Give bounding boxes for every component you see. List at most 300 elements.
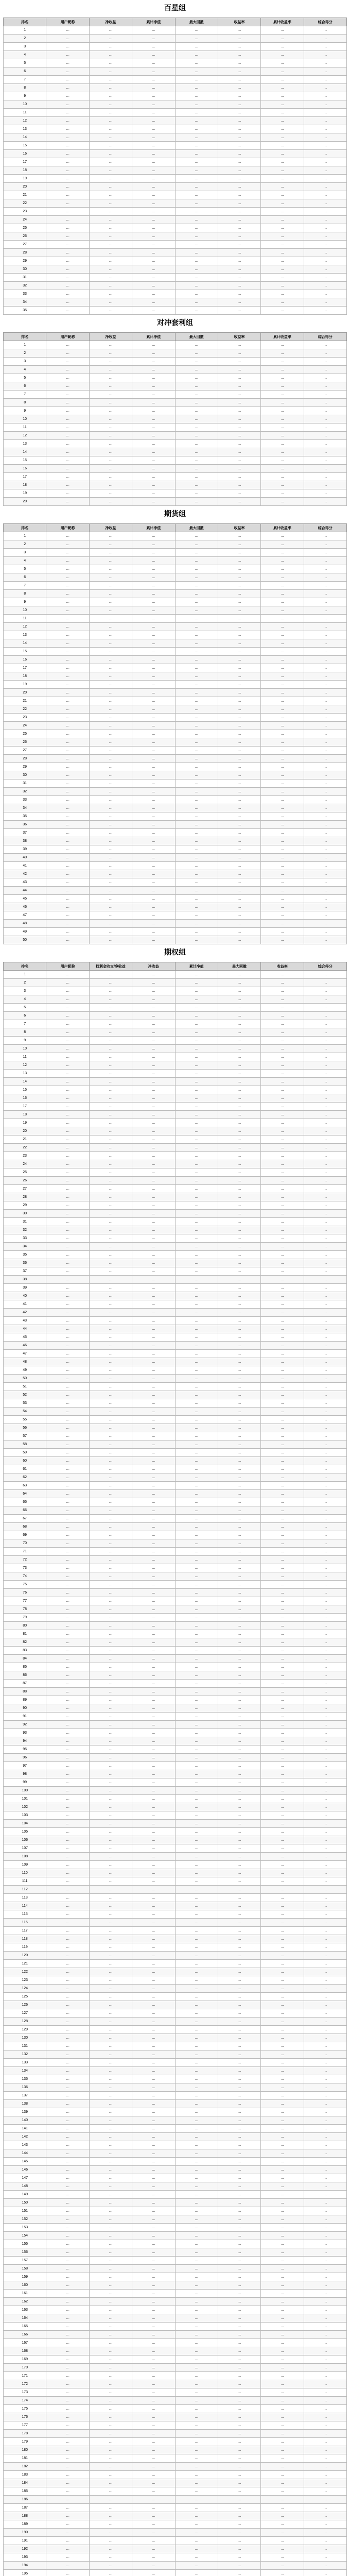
table-cell: … bbox=[218, 1053, 260, 1061]
table-cell: … bbox=[304, 829, 346, 837]
table-cell: … bbox=[261, 382, 304, 391]
table-cell: … bbox=[218, 565, 260, 573]
table-cell: … bbox=[304, 1177, 346, 1185]
table-cell: … bbox=[304, 1927, 346, 1935]
table-cell: … bbox=[89, 2529, 132, 2537]
table-cell: … bbox=[175, 2545, 218, 2553]
table-cell: … bbox=[132, 1919, 175, 1927]
table-cell: … bbox=[261, 2083, 304, 2092]
table-cell: … bbox=[304, 821, 346, 829]
table-cell: … bbox=[89, 1383, 132, 1391]
table-cell: … bbox=[261, 2290, 304, 2298]
table-cell: … bbox=[132, 1952, 175, 1960]
table-cell: … bbox=[132, 557, 175, 565]
table-cell: … bbox=[304, 1935, 346, 1943]
table-cell: … bbox=[304, 648, 346, 656]
table-row bbox=[4, 1226, 347, 1234]
table-cell: … bbox=[261, 755, 304, 763]
table-cell: … bbox=[218, 465, 260, 473]
table-cell: … bbox=[218, 788, 260, 796]
table-row bbox=[4, 1622, 347, 1630]
table-row bbox=[4, 1210, 347, 1218]
table-cell: … bbox=[304, 1309, 346, 1317]
table-cell: … bbox=[218, 697, 260, 705]
table-cell: … bbox=[46, 382, 89, 391]
table-cell: … bbox=[46, 1325, 89, 1333]
table-cell: … bbox=[218, 1828, 260, 1836]
table-cell: … bbox=[46, 1342, 89, 1350]
table-cell: … bbox=[304, 854, 346, 862]
table-cell: … bbox=[261, 1902, 304, 1910]
table-row bbox=[4, 274, 347, 282]
table-cell: … bbox=[218, 2364, 260, 2372]
table-cell: … bbox=[304, 2265, 346, 2273]
table-row bbox=[4, 681, 347, 689]
table-cell: … bbox=[89, 1234, 132, 1243]
table-cell: … bbox=[261, 771, 304, 779]
table-cell: … bbox=[218, 2421, 260, 2430]
table-cell: … bbox=[304, 1548, 346, 1556]
table-cell: … bbox=[132, 440, 175, 448]
table-row bbox=[4, 730, 347, 738]
table-cell: … bbox=[261, 796, 304, 804]
table-cell: … bbox=[175, 1836, 218, 1844]
table-cell: … bbox=[175, 341, 218, 349]
table-cell: … bbox=[175, 298, 218, 307]
table-cell: … bbox=[261, 887, 304, 895]
table-row bbox=[4, 175, 347, 183]
table-cell: … bbox=[261, 1556, 304, 1564]
table-cell: … bbox=[218, 532, 260, 540]
table-cell: … bbox=[89, 771, 132, 779]
table-cell: … bbox=[132, 2347, 175, 2355]
table-cell: … bbox=[261, 1375, 304, 1383]
table-cell: … bbox=[261, 2281, 304, 2290]
table-cell: … bbox=[132, 895, 175, 903]
table-row bbox=[4, 1737, 347, 1745]
table-cell: 133 bbox=[4, 2059, 46, 2067]
table-cell: … bbox=[218, 1803, 260, 1811]
table-cell: … bbox=[132, 2248, 175, 2257]
table-cell: … bbox=[89, 76, 132, 84]
table-row bbox=[4, 1490, 347, 1498]
table-cell: … bbox=[175, 35, 218, 43]
table-cell: 8 bbox=[4, 590, 46, 598]
table-cell: … bbox=[132, 862, 175, 870]
table-cell: … bbox=[261, 2001, 304, 2009]
table-cell: … bbox=[218, 1317, 260, 1325]
table-row bbox=[4, 1869, 347, 1877]
table-row bbox=[4, 1366, 347, 1375]
table-cell: … bbox=[218, 1680, 260, 1688]
table-cell: 162 bbox=[4, 2298, 46, 2306]
table-cell: … bbox=[175, 606, 218, 615]
table-row bbox=[4, 391, 347, 399]
table-row bbox=[4, 415, 347, 423]
table-cell: … bbox=[46, 249, 89, 257]
table-cell: … bbox=[304, 1952, 346, 1960]
table-cell: … bbox=[46, 2380, 89, 2388]
table-cell: … bbox=[46, 1078, 89, 1086]
table-cell: … bbox=[261, 1968, 304, 1976]
table-cell: … bbox=[218, 1152, 260, 1160]
table-cell: … bbox=[304, 1482, 346, 1490]
table-cell: … bbox=[304, 2108, 346, 2116]
table-cell: … bbox=[89, 366, 132, 374]
table-cell: … bbox=[46, 2191, 89, 2199]
table-cell: … bbox=[132, 84, 175, 92]
table-row bbox=[4, 465, 347, 473]
table-cell: … bbox=[132, 821, 175, 829]
table-cell: … bbox=[304, 1144, 346, 1152]
table-cell: … bbox=[218, 2413, 260, 2421]
table-cell: … bbox=[46, 2314, 89, 2323]
table-cell: 4 bbox=[4, 557, 46, 565]
table-cell: … bbox=[175, 2026, 218, 2034]
table-cell: … bbox=[132, 1358, 175, 1366]
table-cell: … bbox=[218, 1506, 260, 1515]
table-cell: … bbox=[46, 1440, 89, 1449]
table-row bbox=[4, 2372, 347, 2380]
table-cell: … bbox=[175, 92, 218, 100]
table-cell: … bbox=[175, 2529, 218, 2537]
table-cell: … bbox=[175, 903, 218, 911]
table-cell: … bbox=[46, 1127, 89, 1136]
table-cell: … bbox=[175, 2364, 218, 2372]
table-cell: … bbox=[304, 540, 346, 549]
table-row bbox=[4, 1803, 347, 1811]
table-cell: … bbox=[132, 2009, 175, 2018]
section-title: 百星组 bbox=[164, 5, 186, 12]
table-cell: … bbox=[46, 1976, 89, 1985]
table-cell: … bbox=[132, 1778, 175, 1787]
table-cell: 53 bbox=[4, 1399, 46, 1408]
table-row bbox=[4, 1506, 347, 1515]
table-cell: … bbox=[261, 199, 304, 208]
table-cell: … bbox=[261, 2026, 304, 2034]
table-cell: … bbox=[132, 1276, 175, 1284]
table-cell: … bbox=[304, 498, 346, 506]
table-cell: … bbox=[132, 1309, 175, 1317]
table-cell: … bbox=[89, 1144, 132, 1152]
table-cell: … bbox=[89, 1844, 132, 1853]
table-cell: 78 bbox=[4, 1605, 46, 1614]
table-cell: … bbox=[89, 606, 132, 615]
table-cell: … bbox=[132, 1342, 175, 1350]
table-cell: … bbox=[89, 1259, 132, 1267]
table-cell: … bbox=[132, 2083, 175, 2092]
table-cell: … bbox=[218, 2520, 260, 2529]
table-row bbox=[4, 341, 347, 349]
table-cell: … bbox=[132, 1119, 175, 1127]
table-cell: … bbox=[304, 2092, 346, 2100]
table-row bbox=[4, 911, 347, 920]
table-row bbox=[4, 971, 347, 979]
table-cell: 127 bbox=[4, 2009, 46, 2018]
table-cell: … bbox=[175, 1276, 218, 1284]
table-cell: … bbox=[132, 2075, 175, 2083]
table-row bbox=[4, 158, 347, 166]
table-cell: 119 bbox=[4, 1943, 46, 1952]
table-row bbox=[4, 837, 347, 845]
table-row bbox=[4, 705, 347, 714]
table-cell: … bbox=[46, 689, 89, 697]
table-cell: … bbox=[89, 1564, 132, 1572]
table-cell: … bbox=[89, 1045, 132, 1053]
table-cell: … bbox=[261, 1053, 304, 1061]
table-cell: … bbox=[261, 274, 304, 282]
table-cell: 126 bbox=[4, 2001, 46, 2009]
table-cell: … bbox=[132, 2125, 175, 2133]
table-cell: … bbox=[89, 1737, 132, 1745]
table-cell: … bbox=[261, 349, 304, 358]
table-cell: … bbox=[218, 2471, 260, 2479]
table-cell: … bbox=[89, 374, 132, 382]
table-cell: … bbox=[46, 1853, 89, 1861]
table-cell: … bbox=[175, 2199, 218, 2207]
table-cell: 165 bbox=[4, 2323, 46, 2331]
table-cell: … bbox=[89, 1168, 132, 1177]
table-cell: … bbox=[89, 1243, 132, 1251]
table-cell: … bbox=[132, 1061, 175, 1070]
table-cell: 44 bbox=[4, 887, 46, 895]
table-cell: … bbox=[304, 1696, 346, 1704]
table-cell: 47 bbox=[4, 911, 46, 920]
table-row bbox=[4, 191, 347, 199]
table-row bbox=[4, 1424, 347, 1432]
table-cell: … bbox=[132, 582, 175, 590]
table-cell: 36 bbox=[4, 821, 46, 829]
table-cell: … bbox=[175, 1408, 218, 1416]
table-row bbox=[4, 1498, 347, 1506]
table-row bbox=[4, 1713, 347, 1721]
table-cell: … bbox=[46, 2430, 89, 2438]
table-cell: … bbox=[261, 590, 304, 598]
table-cell: … bbox=[89, 2215, 132, 2224]
table-cell: … bbox=[304, 557, 346, 565]
table-cell: … bbox=[132, 2364, 175, 2372]
table-cell: … bbox=[132, 1811, 175, 1820]
table-cell: 29 bbox=[4, 257, 46, 265]
table-cell: … bbox=[261, 804, 304, 812]
table-row bbox=[4, 1292, 347, 1300]
table-cell: … bbox=[132, 648, 175, 656]
table-cell: … bbox=[261, 1597, 304, 1605]
table-cell: … bbox=[304, 2290, 346, 2298]
table-cell: 44 bbox=[4, 1325, 46, 1333]
table-cell: … bbox=[132, 35, 175, 43]
table-cell: … bbox=[132, 448, 175, 456]
table-cell: … bbox=[175, 2116, 218, 2125]
table-row bbox=[4, 1325, 347, 1333]
table-cell: … bbox=[46, 540, 89, 549]
table-row bbox=[4, 358, 347, 366]
table-cell: … bbox=[304, 1680, 346, 1688]
table-cell: … bbox=[304, 1457, 346, 1465]
table-cell: 38 bbox=[4, 837, 46, 845]
table-cell: … bbox=[89, 936, 132, 944]
table-cell: … bbox=[218, 2083, 260, 2092]
table-cell: … bbox=[175, 67, 218, 76]
table-cell: … bbox=[175, 1968, 218, 1976]
table-cell: … bbox=[218, 1375, 260, 1383]
table-cell: … bbox=[218, 995, 260, 1004]
table-cell: … bbox=[261, 1300, 304, 1309]
table-cell: … bbox=[218, 549, 260, 557]
table-cell: … bbox=[89, 1424, 132, 1432]
table-cell: 10 bbox=[4, 100, 46, 109]
table-cell: 93 bbox=[4, 1729, 46, 1737]
table-cell: … bbox=[175, 1136, 218, 1144]
table-cell: … bbox=[261, 1333, 304, 1342]
table-row bbox=[4, 150, 347, 158]
table-cell: … bbox=[218, 755, 260, 763]
table-cell: … bbox=[175, 76, 218, 84]
table-cell: … bbox=[89, 903, 132, 911]
table-row bbox=[4, 1531, 347, 1539]
table-cell: … bbox=[46, 812, 89, 821]
table-cell: … bbox=[304, 582, 346, 590]
table-cell: … bbox=[89, 714, 132, 722]
table-cell: … bbox=[218, 1952, 260, 1960]
table-row bbox=[4, 2067, 347, 2075]
table-row bbox=[4, 631, 347, 639]
table-cell: … bbox=[304, 1622, 346, 1630]
table-cell: … bbox=[89, 1531, 132, 1539]
table-cell: … bbox=[304, 307, 346, 315]
table-cell: … bbox=[132, 2290, 175, 2298]
table-cell: 7 bbox=[4, 1020, 46, 1028]
table-cell: … bbox=[46, 1663, 89, 1671]
table-cell: … bbox=[261, 465, 304, 473]
table-cell: … bbox=[261, 1465, 304, 1473]
table-cell: … bbox=[132, 1721, 175, 1729]
table-cell: … bbox=[89, 448, 132, 456]
table-row bbox=[4, 1828, 347, 1836]
table-cell: 26 bbox=[4, 738, 46, 747]
table-cell: 37 bbox=[4, 1267, 46, 1276]
table-cell: … bbox=[46, 722, 89, 730]
table-cell: … bbox=[261, 92, 304, 100]
table-cell: 43 bbox=[4, 1317, 46, 1325]
table-cell: … bbox=[218, 2034, 260, 2042]
table-cell: … bbox=[261, 1226, 304, 1234]
table-cell: … bbox=[46, 1028, 89, 1037]
table-cell: … bbox=[175, 1770, 218, 1778]
table-cell: … bbox=[46, 2232, 89, 2240]
table-cell: … bbox=[89, 540, 132, 549]
table-cell: … bbox=[175, 150, 218, 158]
table-cell: … bbox=[175, 971, 218, 979]
table-cell: … bbox=[132, 1350, 175, 1358]
table-cell: … bbox=[175, 1193, 218, 1201]
table-cell: … bbox=[132, 837, 175, 845]
table-cell: … bbox=[218, 887, 260, 895]
table-cell: … bbox=[89, 2355, 132, 2364]
table-cell: … bbox=[304, 639, 346, 648]
table-cell: … bbox=[218, 1754, 260, 1762]
table-cell: … bbox=[132, 290, 175, 298]
table-row bbox=[4, 1177, 347, 1185]
table-cell: … bbox=[261, 1671, 304, 1680]
table-cell: 40 bbox=[4, 1292, 46, 1300]
table-cell: … bbox=[46, 1284, 89, 1292]
table-cell: … bbox=[175, 1861, 218, 1869]
table-cell: 107 bbox=[4, 1844, 46, 1853]
table-cell: … bbox=[89, 382, 132, 391]
table-cell: … bbox=[46, 1696, 89, 1704]
table-cell: … bbox=[175, 532, 218, 540]
table-cell: … bbox=[304, 290, 346, 298]
table-cell: … bbox=[89, 125, 132, 133]
table-cell: … bbox=[218, 423, 260, 432]
table-cell: … bbox=[175, 1111, 218, 1119]
table-cell: … bbox=[304, 1795, 346, 1803]
table-cell: … bbox=[46, 2265, 89, 2273]
table-cell: … bbox=[46, 1630, 89, 1638]
table-cell: … bbox=[304, 1375, 346, 1383]
table-cell: … bbox=[304, 1127, 346, 1136]
table-cell: … bbox=[304, 1218, 346, 1226]
table-cell: … bbox=[46, 1012, 89, 1020]
table-cell: … bbox=[218, 1597, 260, 1605]
table-cell: … bbox=[175, 1440, 218, 1449]
table-cell: … bbox=[46, 1152, 89, 1160]
table-cell: … bbox=[132, 1605, 175, 1614]
table-cell: … bbox=[261, 2018, 304, 2026]
table-cell: … bbox=[46, 1902, 89, 1910]
table-cell: … bbox=[46, 399, 89, 407]
table-cell: … bbox=[218, 76, 260, 84]
table-cell: 15 bbox=[4, 142, 46, 150]
table-cell: 42 bbox=[4, 870, 46, 878]
table-cell: … bbox=[132, 1259, 175, 1267]
table-cell: … bbox=[132, 1696, 175, 1704]
table-row bbox=[4, 2380, 347, 2388]
table-cell: 120 bbox=[4, 1952, 46, 1960]
table-cell: … bbox=[261, 631, 304, 639]
table-cell: … bbox=[46, 67, 89, 76]
table-cell: … bbox=[132, 257, 175, 265]
table-cell: 157 bbox=[4, 2257, 46, 2265]
table-cell: … bbox=[261, 1432, 304, 1440]
table-cell: … bbox=[261, 788, 304, 796]
table-cell: … bbox=[46, 191, 89, 199]
table-cell: … bbox=[218, 971, 260, 979]
table-cell: … bbox=[46, 1086, 89, 1094]
table-row bbox=[4, 35, 347, 43]
table-cell: … bbox=[304, 432, 346, 440]
table-cell: … bbox=[132, 498, 175, 506]
table-cell: … bbox=[175, 705, 218, 714]
table-cell: … bbox=[218, 1531, 260, 1539]
table-cell: … bbox=[89, 1119, 132, 1127]
table-cell: … bbox=[261, 623, 304, 631]
table-cell: 150 bbox=[4, 2199, 46, 2207]
table-row bbox=[4, 714, 347, 722]
table-cell: … bbox=[175, 1473, 218, 1482]
ranking-table bbox=[3, 332, 347, 506]
table-cell: … bbox=[132, 382, 175, 391]
table-cell: … bbox=[46, 440, 89, 448]
table-cell: 114 bbox=[4, 1902, 46, 1910]
table-cell: … bbox=[46, 1210, 89, 1218]
table-cell: … bbox=[261, 2570, 304, 2576]
table-cell: … bbox=[46, 117, 89, 125]
table-cell: … bbox=[304, 2215, 346, 2224]
table-row bbox=[4, 2100, 347, 2108]
table-cell: … bbox=[175, 1737, 218, 1745]
